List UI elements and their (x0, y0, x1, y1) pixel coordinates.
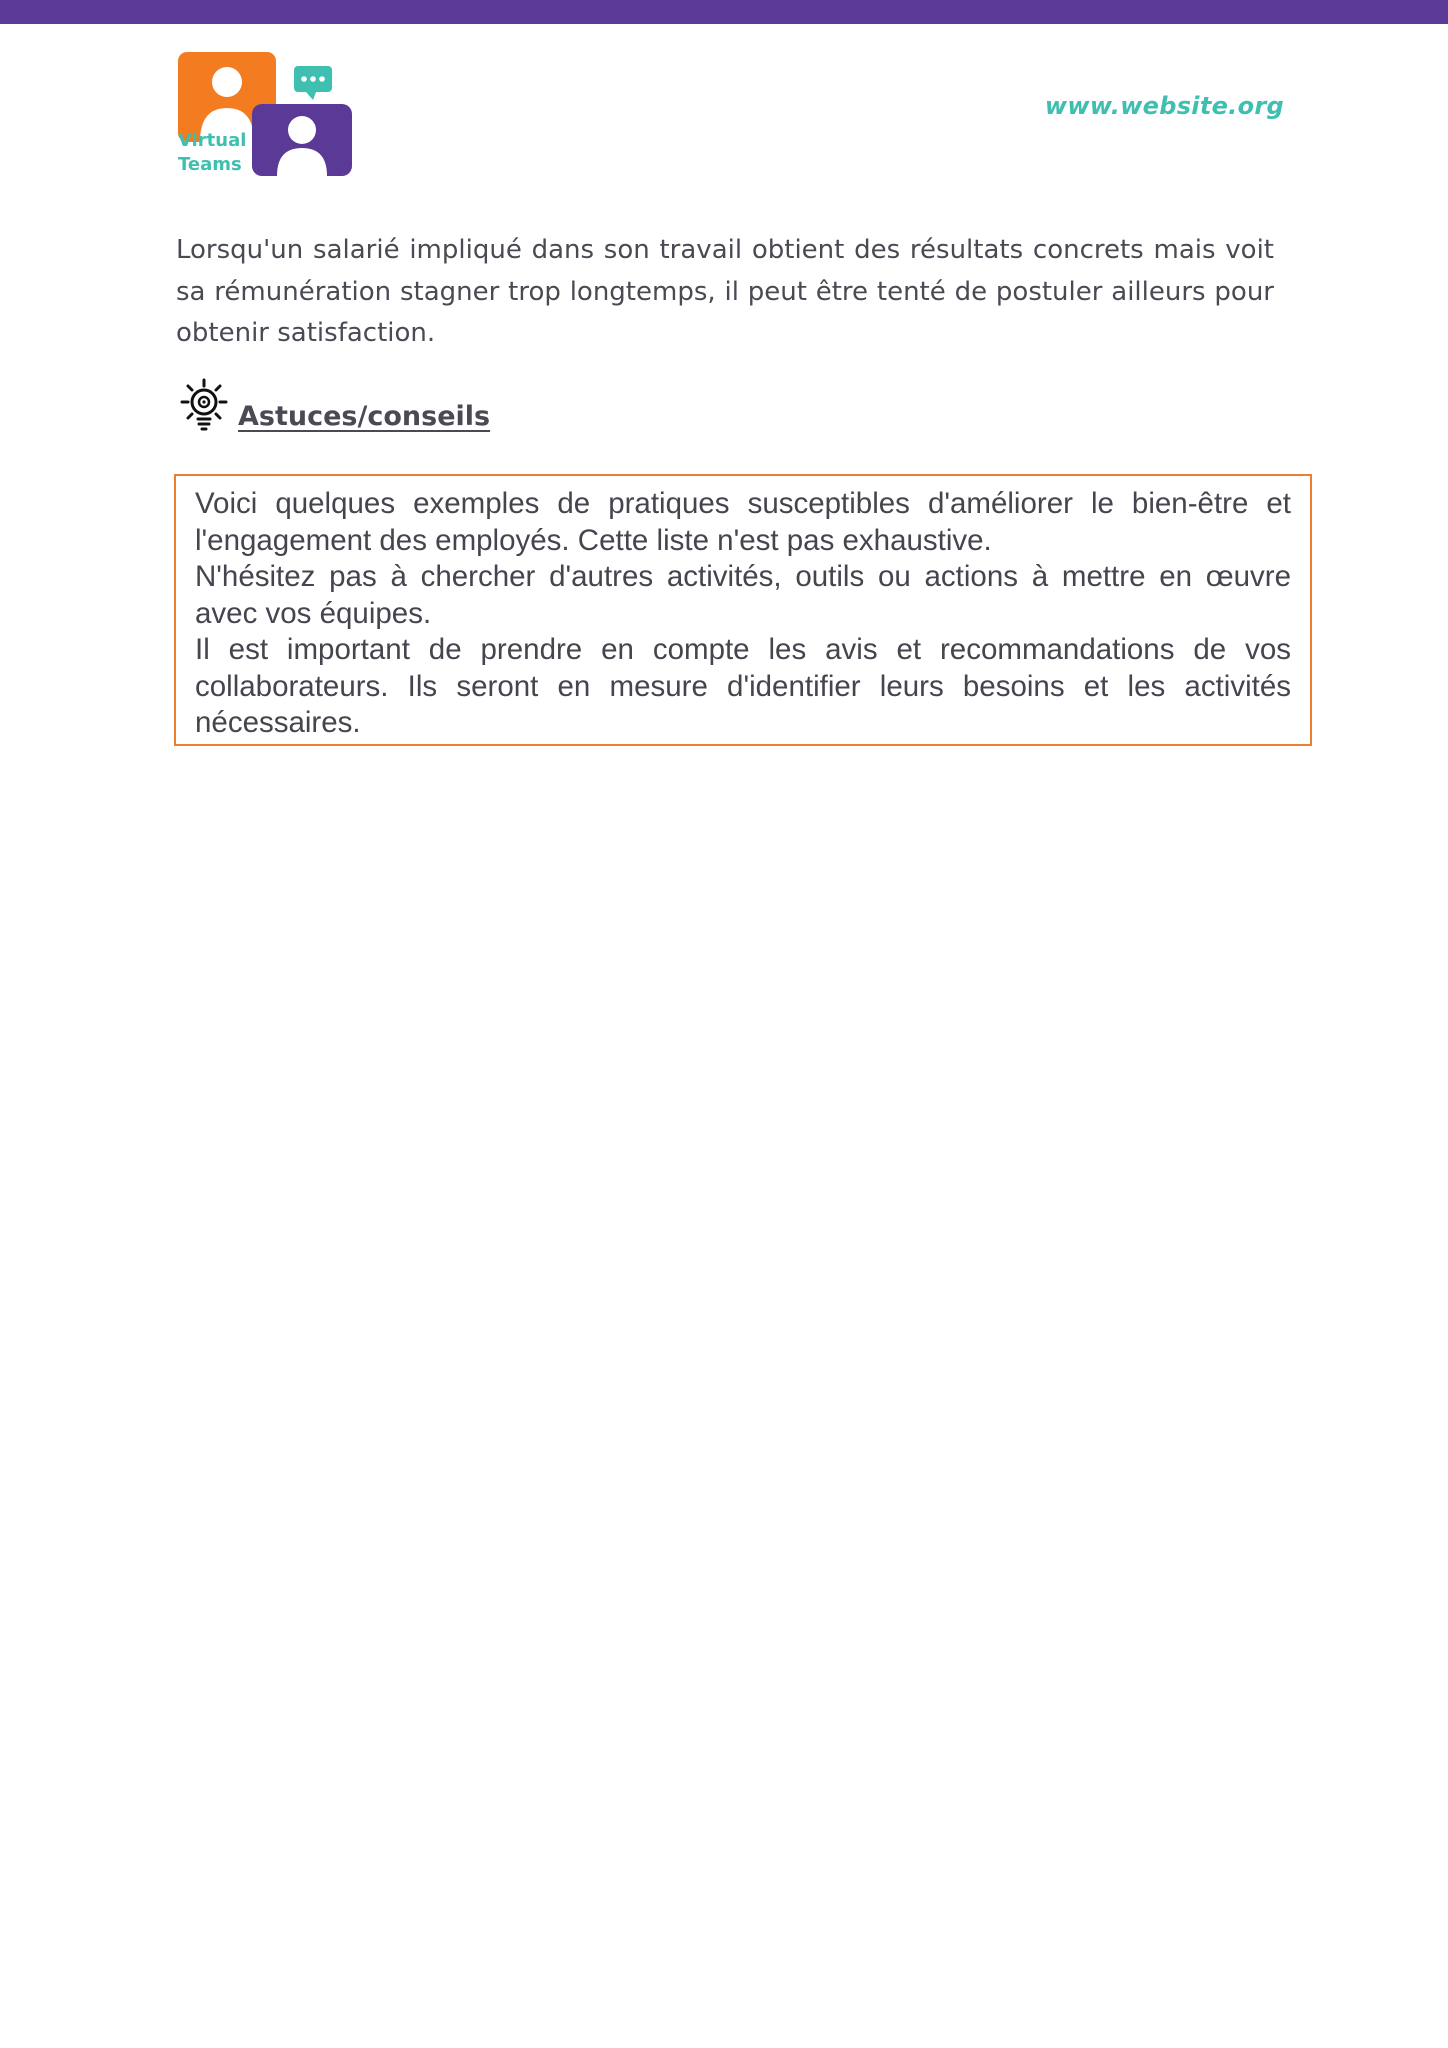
virtual-teams-logo (176, 50, 356, 180)
intro-paragraph: Lorsqu'un salarié impliqué dans son travail obtient des résultats concrets mais voit sa rémunération stagner trop longtemps, il peut être tenté de postuler ailleurs pour obtenir satisfaction. (176, 235, 1274, 348)
tips-paragraph-1: Voici quelques exemples de pratiques susceptibles d'améliorer le bien-être et l'engagement des employés. Cette liste n'est pas exhaustive. (195, 487, 1291, 557)
tips-box (174, 474, 1312, 746)
tips-paragraph-2: N'hésitez pas à chercher d'autres activités, outils ou actions à mettre en œuvre avec vos équipes. (195, 560, 1291, 630)
tips-paragraph-3: Il est important de prendre en compte les avis et recommandations de vos collaborateurs. Ils seront en mesure d'identifier leurs besoins et les activités nécessaires. (195, 633, 1291, 739)
website-url[interactable]: www.website.org (1044, 92, 1284, 120)
top-color-bar (0, 0, 1448, 24)
lightbulb-icon (178, 378, 230, 434)
logo-text-line1: Virtual (178, 130, 247, 151)
tips-heading-label: Astuces/conseils (238, 401, 491, 432)
logo-text-line2: Teams (178, 154, 242, 175)
tips-heading (178, 378, 490, 434)
